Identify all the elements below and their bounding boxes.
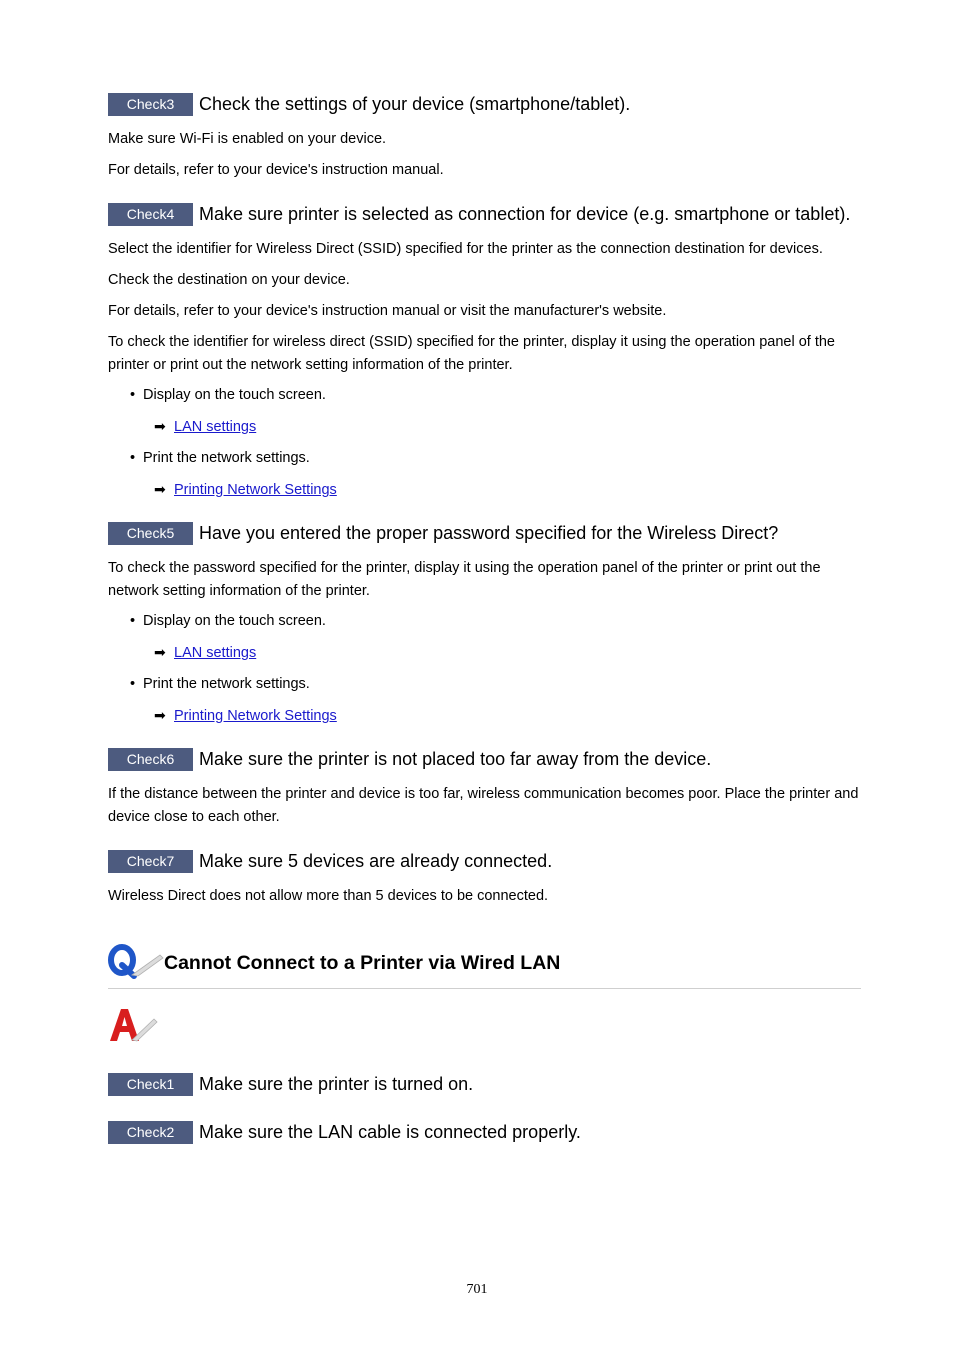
check4-bullet-2-text: Print the network settings. [143,450,310,466]
arrow-right-icon: ➡ [154,707,166,723]
check3-section [108,90,861,182]
bullet-dot: • [130,387,136,403]
check5-bullet-2-text: Print the network settings. [143,676,310,692]
check4-section [108,200,861,502]
printing-network-settings-link[interactable]: Printing Network Settings [174,482,337,498]
check3-badge: Check3 [108,93,193,116]
check4-title: Make sure printer is selected as connection for device (e.g. smartphone or tablet). [199,204,851,224]
arrow-right-icon: ➡ [154,418,166,434]
check4-bullet-1-text: Display on the touch screen. [143,387,326,403]
check4-bullet-1 [108,384,861,407]
lan-settings-link[interactable]: LAN settings [174,419,257,435]
question-title: Cannot Connect to a Printer via Wired LAN [164,952,561,974]
page-number: 701 [466,1282,488,1297]
bullet-dot: • [130,676,136,692]
check6-heading [108,745,861,773]
check6-badge: Check6 [108,748,193,771]
check5-badge: Check5 [108,522,193,545]
check3-title: Check the settings of your device (smartphone/tablet). [199,94,631,114]
check5-bullet-1 [108,610,861,633]
check1-badge: Check1 [108,1073,193,1096]
check4-heading [108,200,861,228]
check5-link-row-1 [108,641,861,665]
check3-heading [108,90,861,118]
a-icon [108,1007,158,1043]
question-heading [108,941,861,985]
check3-para-1: Make sure Wi-Fi is enabled on your device. [108,131,387,147]
arrow-right-icon: ➡ [154,481,166,497]
lan-settings-link[interactable]: LAN settings [174,645,257,661]
bullet-dot: • [130,613,136,629]
check5-heading [108,519,861,547]
check7-badge: Check7 [108,850,193,873]
page-content [108,90,861,1146]
check5-bullet-1-text: Display on the touch screen. [143,613,326,629]
check6-title: Make sure the printer is not placed too far away from the device. [199,749,712,769]
check1-title: Make sure the printer is turned on. [199,1074,474,1094]
check2-badge: Check2 [108,1121,193,1144]
check5-title: Have you entered the proper password specified for the Wireless Direct? [199,523,779,543]
check5-section [108,519,861,728]
section-divider [108,988,861,989]
answer-block [108,1007,861,1043]
printing-network-settings-link[interactable]: Printing Network Settings [174,708,337,724]
q-icon [108,941,164,981]
check1-heading [108,1070,861,1098]
check5-link-row-2 [108,704,861,728]
check4-bullet-2 [108,447,861,470]
check4-para-1: Select the identifier for Wireless Direct (SSID) specified for the printer as the connection destination for devices. [108,241,823,257]
check7-heading [108,847,861,875]
check7-para-1: Wireless Direct does not allow more than 5 devices to be connected. [108,888,549,904]
check4-link-row-2 [108,478,861,502]
check4-badge: Check4 [108,203,193,226]
check3-para-2: For details, refer to your device's instruction manual. [108,162,444,178]
check7-section [108,847,861,908]
check4-link-row-1 [108,415,861,439]
check4-para-2: Check the destination on your device. [108,272,350,288]
check6-section [108,745,861,829]
bullet-dot: • [130,450,136,466]
check4-para-3: For details, refer to your device's instruction manual or visit the manufacturer's website. [108,303,667,319]
check5-bullet-2 [108,673,861,696]
check4-para-4: To check the identifier for wireless direct (SSID) specified for the printer, display it using the operation panel of the printer or print out the network setting information of the printer. [108,334,835,373]
check5-para-1: To check the password specified for the printer, display it using the operation panel of the printer or print out the network setting information of the printer. [108,560,821,599]
check7-title: Make sure 5 devices are already connected. [199,851,553,871]
check2-title: Make sure the LAN cable is connected properly. [199,1122,581,1142]
arrow-right-icon: ➡ [154,644,166,660]
check6-para-1: If the distance between the printer and device is too far, wireless communication becomes poor. Place the printer and device close to each other. [108,786,859,825]
check2-heading [108,1118,861,1146]
